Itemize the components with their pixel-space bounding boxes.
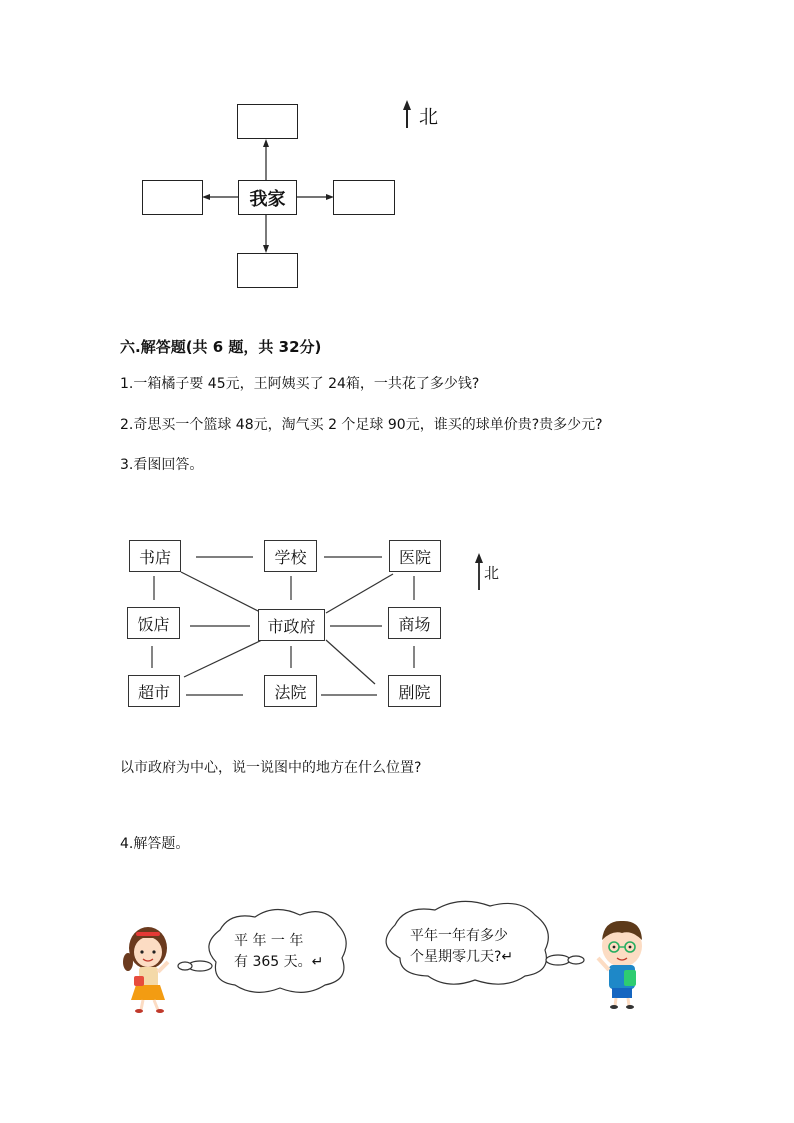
girl-figure — [123, 927, 168, 1013]
place-supermarket: 超市 — [128, 675, 180, 707]
girl-speech-line-2: 有 365 天。↵ — [234, 954, 324, 970]
map-north-label: 北 — [484, 564, 500, 582]
boy-speech-line-2: 个星期零几天?↵ — [410, 949, 514, 965]
boy-speech-line-1: 平年一年有多少 — [410, 928, 508, 944]
girl-speech-line-1: 平 年 一 年 — [234, 933, 304, 949]
home-label: 我家 — [249, 188, 286, 210]
question-2: 2.奇思买一个篮球 48元，淘气买 2 个足球 90元，谁买的球单价贵?贵多少元? — [120, 417, 603, 433]
place-court: 法院 — [264, 675, 317, 707]
place-hospital: 医院 — [389, 540, 441, 572]
place-theater: 剧院 — [388, 675, 441, 707]
place-city-hall: 市政府 — [258, 609, 325, 641]
question-3: 3.看图回答。 — [120, 457, 204, 473]
question-3-prompt: 以市政府为中心，说一说图中的地方在什么位置? — [120, 760, 422, 776]
north-label: 北 — [419, 106, 439, 128]
boy-figure — [598, 921, 642, 1009]
question-4-title: 4.解答题。 — [120, 836, 190, 852]
place-school: 学校 — [264, 540, 317, 572]
place-mall: 商场 — [388, 607, 441, 639]
place-restaurant: 饭店 — [127, 607, 180, 639]
question-1: 1.一箱橘子要 45元，王阿姨买了 24箱，一共花了多少钱? — [120, 376, 480, 392]
place-bookstore: 书店 — [129, 540, 181, 572]
section-title: 六.解答题(共 6 题，共 32分) — [120, 338, 322, 356]
